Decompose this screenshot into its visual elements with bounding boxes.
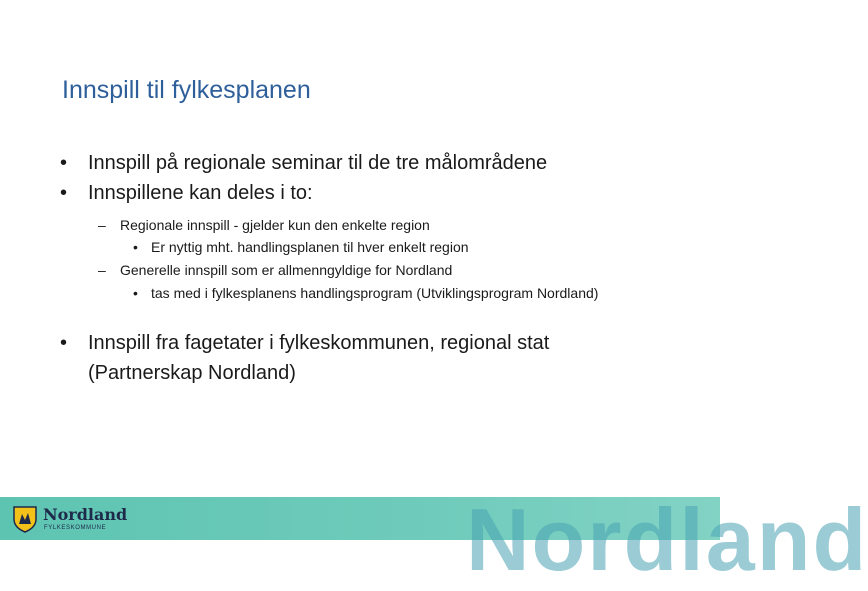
dash-marker: – [98,262,106,278]
slide-title: Innspill til fylkesplanen [62,76,311,104]
bullet-text: Innspill fra fagetater i fylkeskommunen, regional stat (Partnerskap Nordland) [88,332,550,384]
logo-subtitle: FYLKESKOMMUNE [44,525,107,531]
dash-marker: – [98,217,106,233]
bullet-item [60,178,688,208]
bullet-marker: • [60,332,68,354]
bullet-text: Innspill på regionale seminar til de tre målområdene [88,152,548,174]
footer-watermark: Nordland [466,490,868,589]
sub-item [98,214,640,236]
logo-name: Nordland [43,505,128,524]
bullet-marker: • [133,285,138,301]
bullet-item [60,148,688,178]
detail-item [133,236,611,258]
bullet-marker: • [60,152,68,174]
bullet-marker: • [60,182,68,204]
detail-text: tas med i fylkesplanens handlingsprogram (Utviklingsprogram Nordland) [151,285,599,301]
sub-item-text: Regionale innspill - gjelder kun den enkelte region [120,217,430,233]
bullet-item [60,328,668,388]
detail-item [133,282,601,304]
bullet-text: Innspillene kan deles i to: [88,182,313,204]
nordland-logo [12,504,128,536]
detail-text: Er nyttig mht. handlingsplanen til hver enkelt region [151,239,469,255]
sub-item-text: Generelle innspill som er allmenngyldige for Nordland [120,262,453,278]
sub-item [98,259,640,281]
bullet-marker: • [133,239,138,255]
shield-icon [12,505,38,538]
